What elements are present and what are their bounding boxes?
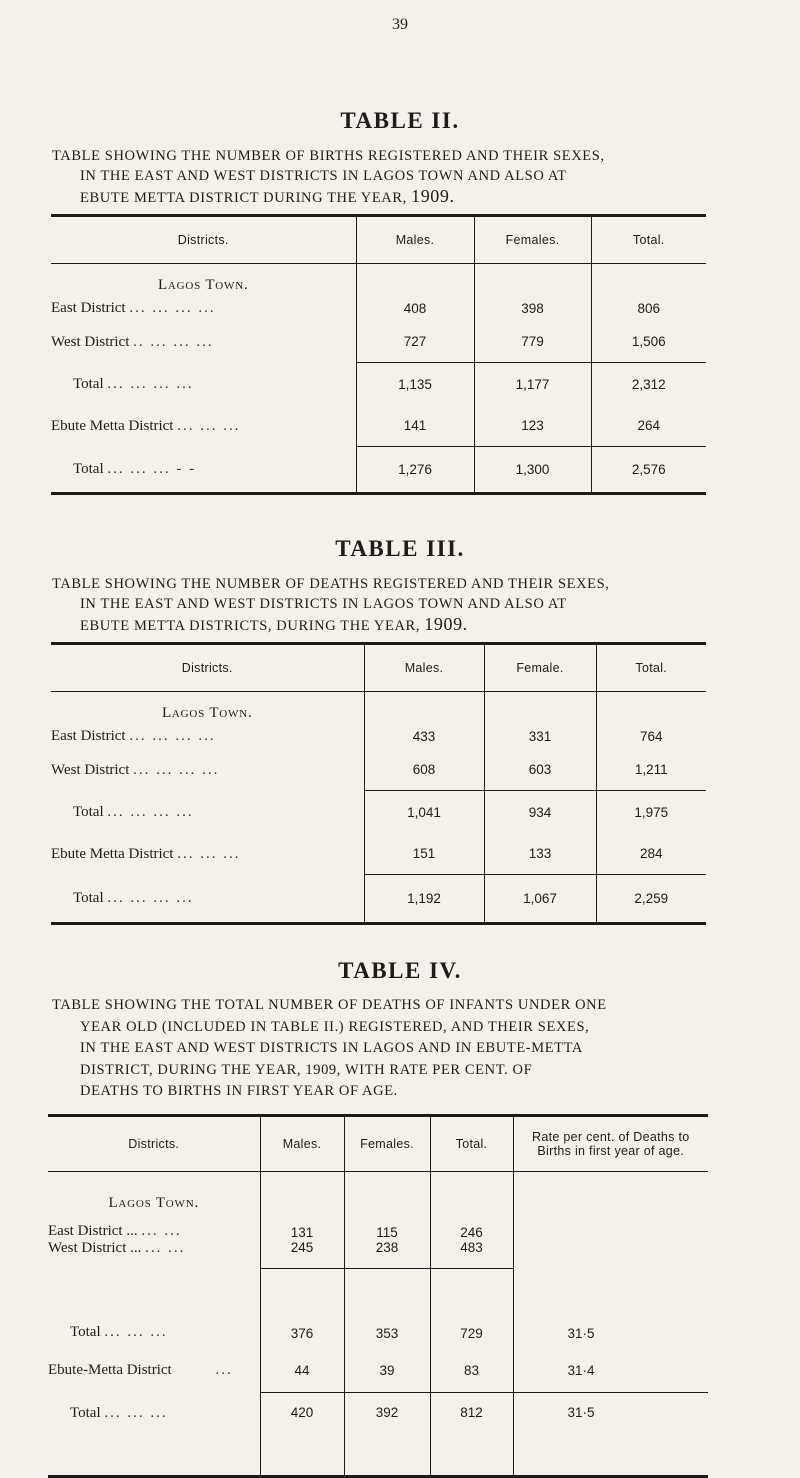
header-row: [51, 644, 706, 692]
caption-line: [52, 614, 712, 636]
cell-total: 2,576: [591, 446, 706, 494]
header-districts: Districts.: [51, 216, 356, 264]
caption-year: 1909.: [424, 614, 468, 634]
cell-females: 1,177: [474, 362, 591, 406]
cell-males: 608: [364, 750, 484, 790]
row-label: Total: [73, 375, 104, 392]
cell-males: 433: [364, 722, 484, 750]
infant-deaths-table: [48, 1114, 708, 1478]
table-row: [51, 750, 706, 790]
leader-dots: ... ... ... ...: [133, 761, 220, 778]
page-number: 39: [392, 16, 408, 33]
header-districts: Districts.: [51, 644, 364, 692]
caption-line: TABLE SHOWING THE TOTAL NUMBER OF DEATHS OF INFANTS UNDER ONE: [52, 997, 607, 1013]
leader-dots: ... ... ...: [177, 845, 241, 862]
caption-line: IN THE EAST AND WEST DISTRICTS IN LAGOS TOWN AND ALSO AT: [80, 596, 567, 612]
cell-males: 141: [356, 406, 474, 446]
section-label: Lagos Town.: [161, 705, 253, 721]
table-row: [48, 1393, 708, 1477]
header-females: Females.: [344, 1116, 430, 1172]
cell-total: 483: [430, 1240, 513, 1269]
cell-females: 353: [344, 1269, 430, 1349]
cell-males: 420: [260, 1393, 344, 1477]
caption-line: IN THE EAST AND WEST DISTRICTS IN LAGOS TOWN AND ALSO AT: [80, 168, 567, 184]
caption-line: IN THE EAST AND WEST DISTRICTS IN LAGOS AND IN EBUTE-METTA: [80, 1040, 583, 1056]
cell-total: 729: [430, 1269, 513, 1349]
cell-males: 376: [260, 1269, 344, 1349]
cell-females: 779: [474, 322, 591, 362]
row-label: East District: [51, 727, 126, 744]
header-total: Total.: [596, 644, 706, 692]
row-label: Total: [73, 803, 104, 820]
cell-females: 934: [484, 790, 596, 834]
leader-dots: ... ... ...: [104, 1323, 168, 1340]
row-label: West District: [51, 333, 130, 350]
cell-females: 238: [344, 1240, 430, 1269]
cell-rate: 31·4: [513, 1349, 708, 1393]
cell-males: 151: [364, 834, 484, 874]
table-2-caption: [52, 146, 712, 208]
cell-females: 133: [484, 834, 596, 874]
table-row: [51, 362, 706, 406]
caption-line: DISTRICT, DURING THE YEAR, 1909, WITH RATE PER CENT. OF: [80, 1061, 533, 1078]
leader-dots: ... ... ...: [177, 417, 241, 434]
table-row: [51, 294, 706, 322]
header-total: Total.: [430, 1116, 513, 1172]
row-label: Total: [70, 1323, 101, 1340]
table-row: [48, 1349, 708, 1393]
caption-line: [52, 186, 712, 208]
cell-females: 603: [484, 750, 596, 790]
table-4-heading: TABLE IV.: [338, 958, 462, 983]
cell-total: 806: [591, 294, 706, 322]
row-label: Ebute-Metta District: [48, 1362, 172, 1378]
leader-dots: .. ... ... ...: [133, 333, 214, 350]
cell-total: 1,506: [591, 322, 706, 362]
cell-rate: 31·5: [513, 1393, 708, 1477]
caption-line: YEAR OLD (INCLUDED IN TABLE II.) REGISTERED, AND THEIR SEXES,: [80, 1018, 590, 1035]
section-label: Lagos Town.: [157, 277, 249, 293]
caption-year: 1909.: [411, 186, 455, 206]
row-label: Total: [70, 1404, 101, 1421]
section-row: [51, 264, 706, 295]
cell-males: 131: [260, 1212, 344, 1240]
header-females: Female.: [484, 644, 596, 692]
row-label: Total: [73, 460, 104, 477]
cell-males: 727: [356, 322, 474, 362]
cell-total: 246: [430, 1212, 513, 1240]
cell-females: 331: [484, 722, 596, 750]
leader-dots: ... ... ... ...: [107, 889, 194, 906]
cell-rate: 31·5: [513, 1269, 708, 1349]
row-label: Ebute Metta District: [51, 845, 174, 862]
table-row: [51, 322, 706, 362]
leader-dots: ... ... ... ...: [129, 727, 216, 744]
row-label: Ebute Metta District: [51, 417, 174, 434]
cell-males: 1,192: [364, 874, 484, 924]
header-males: Males.: [364, 644, 484, 692]
row-label: West District: [51, 761, 130, 778]
table-row: [51, 722, 706, 750]
cell-males: 1,135: [356, 362, 474, 406]
leader-dots: ... ... ... ...: [129, 299, 216, 316]
row-label: East District ...: [48, 1223, 138, 1239]
leader-dots: ... ... ... ...: [107, 803, 194, 820]
cell-total: 83: [430, 1349, 513, 1393]
cell-females: 1,067: [484, 874, 596, 924]
table-row: [51, 834, 706, 874]
row-label: Total: [73, 889, 104, 906]
table-row: [51, 874, 706, 924]
cell-total: 2,312: [591, 362, 706, 406]
header-females: Females.: [474, 216, 591, 264]
cell-total: 764: [596, 722, 706, 750]
table-row: [51, 446, 706, 494]
deaths-table: [51, 642, 706, 925]
cell-females: 1,300: [474, 446, 591, 494]
header-row: [51, 216, 706, 264]
header-row: [48, 1116, 708, 1172]
leader-dots: ... ... ... ...: [107, 375, 194, 392]
header-districts: Districts.: [48, 1116, 260, 1172]
cell-males: 245: [260, 1240, 344, 1269]
table-row: [51, 790, 706, 834]
cell-males: 1,276: [356, 446, 474, 494]
cell-total: 812: [430, 1393, 513, 1477]
leader-dots: ...: [215, 1362, 233, 1378]
caption-line: TABLE SHOWING THE NUMBER OF DEATHS REGISTERED AND THEIR SEXES,: [52, 576, 610, 592]
leader-dots: ... ...: [145, 1240, 186, 1256]
leader-dots: ... ... ... - -: [107, 460, 197, 477]
cell-females: 123: [474, 406, 591, 446]
leader-dots: ... ...: [141, 1223, 182, 1239]
section-row: [51, 692, 706, 723]
cell-rate: [513, 1212, 708, 1240]
cell-females: 39: [344, 1349, 430, 1393]
caption-line: DEATHS TO BIRTHS IN FIRST YEAR OF AGE.: [80, 1083, 398, 1099]
table-3-heading: TABLE III.: [335, 536, 465, 561]
cell-total: 1,211: [596, 750, 706, 790]
cell-total: 264: [591, 406, 706, 446]
cell-rate: [513, 1240, 708, 1269]
cell-females: 115: [344, 1212, 430, 1240]
row-label: West District ...: [48, 1240, 142, 1256]
table-row: [48, 1240, 708, 1269]
table-row: [48, 1269, 708, 1349]
leader-dots: ... ... ...: [104, 1404, 168, 1421]
caption-line-text: EBUTE METTA DISTRICTS, DURING THE YEAR,: [80, 618, 421, 634]
table-4-caption: [52, 995, 732, 1103]
cell-males: 44: [260, 1349, 344, 1393]
header-total: Total.: [591, 216, 706, 264]
section-row: [48, 1172, 708, 1213]
section-label: Lagos Town.: [108, 1195, 200, 1211]
cell-females: 392: [344, 1393, 430, 1477]
births-table: [51, 214, 706, 495]
header-males: Males.: [260, 1116, 344, 1172]
cell-males: 1,041: [364, 790, 484, 834]
cell-total: 284: [596, 834, 706, 874]
cell-females: 398: [474, 294, 591, 322]
cell-total: 1,975: [596, 790, 706, 834]
caption-line: TABLE SHOWING THE NUMBER OF BIRTHS REGISTERED AND THEIR SEXES,: [52, 148, 605, 164]
row-label: East District: [51, 299, 126, 316]
cell-total: 2,259: [596, 874, 706, 924]
table-row: [48, 1212, 708, 1240]
caption-line-text: EBUTE METTA DISTRICT DURING THE YEAR,: [80, 190, 407, 206]
header-rate: Rate per cent. of Deaths to Births in first year of age.: [513, 1116, 708, 1172]
table-3-caption: [52, 574, 712, 636]
table-row: [51, 406, 706, 446]
table-2-heading: TABLE II.: [340, 108, 460, 133]
header-males: Males.: [356, 216, 474, 264]
cell-males: 408: [356, 294, 474, 322]
